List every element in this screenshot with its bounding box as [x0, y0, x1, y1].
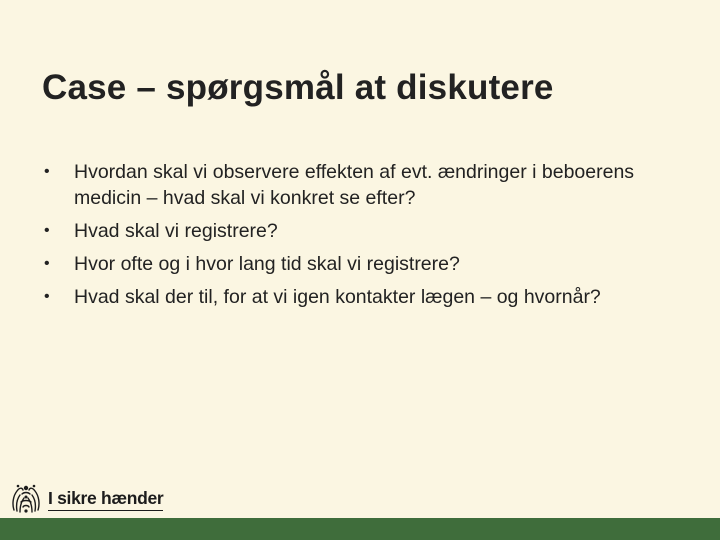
bullet-marker: •: [44, 288, 50, 305]
bullet-item: [44, 159, 694, 211]
footer-bar: [0, 518, 720, 540]
logo: [8, 480, 163, 518]
logo-text: I sikre hænder: [48, 488, 163, 511]
hands-emblem-icon: [8, 480, 44, 518]
bullet-text: Hvor ofte og i hvor lang tid skal vi registrere?: [74, 253, 460, 275]
bullet-item: [44, 218, 694, 244]
bullet-list: [44, 159, 694, 317]
bullet-marker: •: [44, 222, 50, 239]
bullet-item: [44, 284, 694, 310]
slide-title: Case – spørgsmål at diskutere: [42, 68, 554, 107]
bullet-text: Hvordan skal vi observere effekten af evt. ændringer i beboerens medicin – hvad skal vi konkret se efter?: [74, 161, 635, 209]
bullet-marker: •: [44, 255, 50, 272]
bullet-text: Hvad skal vi registrere?: [74, 220, 278, 242]
bullet-item: [44, 251, 694, 277]
bullet-marker: •: [44, 163, 50, 180]
bullet-text: Hvad skal der til, for at vi igen kontakter lægen – og hvornår?: [74, 286, 601, 308]
